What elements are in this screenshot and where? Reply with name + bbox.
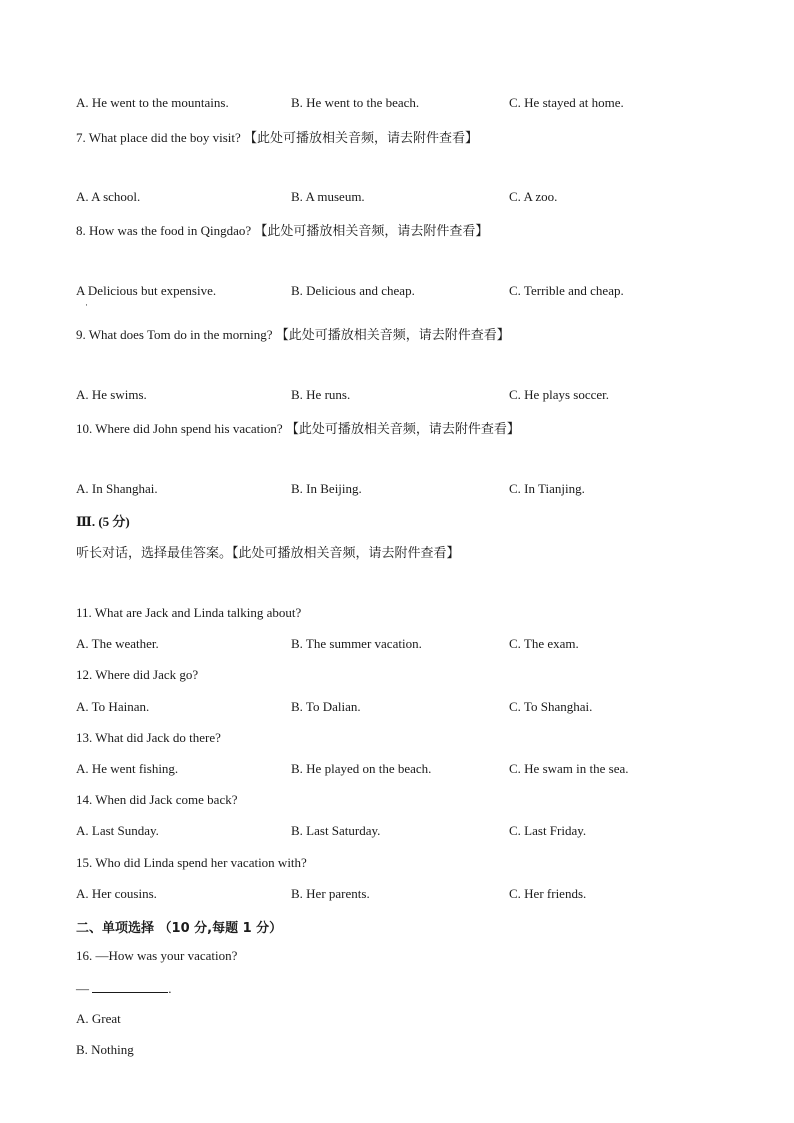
q10-question	[76, 418, 520, 437]
q11-option-b: B. The summer vacation.	[291, 636, 422, 651]
q11-option-c: C. The exam.	[509, 636, 579, 651]
q13-option-c: C. He swam in the sea.	[509, 761, 629, 776]
section-3-instruction: 听长对话，选择最佳答案。【此处可播放相关音频，请去附件查看】	[76, 546, 460, 561]
q13-option-b: B. He played on the beach.	[291, 761, 432, 776]
q10-stem: 10. Where did John spend his vacation?	[76, 421, 283, 436]
q15-option-b: B. Her parents.	[291, 886, 370, 901]
q13-stem: 13. What did Jack do there?	[76, 730, 221, 745]
q6-option-b: B. He went to the beach.	[291, 95, 420, 110]
q6-option-a: A. He went to the mountains.	[76, 95, 229, 110]
q16-answer-blank	[92, 980, 168, 993]
q14-option-c: C. Last Friday.	[509, 823, 587, 838]
q7-option-c: C. A zoo.	[509, 189, 558, 204]
q8-option-c: C. Terrible and cheap.	[509, 283, 624, 298]
q16-stem: 16. —How was your vacation?	[76, 948, 238, 963]
q10-option-c: C. In Tianjing.	[509, 481, 585, 496]
q12-stem: 12. Where did Jack go?	[76, 667, 199, 682]
q9-option-a: A. He swims.	[76, 387, 147, 402]
q7-question	[76, 127, 478, 146]
q7-audio-note: 【此处可播放相关音频，请去附件查看】	[244, 131, 479, 146]
stray-dot-mark: ·	[85, 300, 88, 310]
q9-option-b: B. He runs.	[291, 387, 351, 402]
q14-option-b: B. Last Saturday.	[291, 823, 381, 838]
q7-stem: 7. What place did the boy visit?	[76, 130, 241, 145]
q16-answer-line	[76, 980, 172, 997]
q16-option-b: B. Nothing	[76, 1042, 134, 1057]
q15-option-c: C. Her friends.	[509, 886, 587, 901]
q7-option-a: A. A school.	[76, 189, 141, 204]
q10-option-b: B. In Beijing.	[291, 481, 362, 496]
section-3-heading: Ⅲ. (5 分)	[76, 514, 130, 529]
q6-option-c: C. He stayed at home.	[509, 95, 624, 110]
q15-stem: 15. Who did Linda spend her vacation with?	[76, 855, 307, 870]
q8-audio-note: 【此处可播放相关音频，请去附件查看】	[254, 224, 489, 239]
q9-option-c: C. He plays soccer.	[509, 387, 610, 402]
q8-option-a: A Delicious but expensive.	[76, 283, 217, 298]
q7-option-b: B. A museum.	[291, 189, 365, 204]
q15-option-a: A. Her cousins.	[76, 886, 157, 901]
q9-stem: 9. What does Tom do in the morning?	[76, 327, 273, 342]
q10-option-a: A. In Shanghai.	[76, 481, 158, 496]
q16-answer-dash: —	[76, 981, 89, 996]
q12-option-b: B. To Dalian.	[291, 699, 361, 714]
q14-stem: 14. When did Jack come back?	[76, 792, 238, 807]
q11-option-a: A. The weather.	[76, 636, 159, 651]
q16-option-a: A. Great	[76, 1011, 121, 1026]
q8-question	[76, 220, 488, 239]
q8-stem: 8. How was the food in Qingdao?	[76, 223, 252, 238]
q9-question	[76, 324, 510, 343]
q12-option-c: C. To Shanghai.	[509, 699, 593, 714]
q12-option-a: A. To Hainan.	[76, 699, 150, 714]
q14-option-a: A. Last Sunday.	[76, 823, 159, 838]
q10-audio-note: 【此处可播放相关音频，请去附件查看】	[285, 422, 520, 437]
part-2-heading: 二、单项选择 （10 分,每题 1 分）	[76, 921, 283, 936]
q11-stem: 11. What are Jack and Linda talking about?	[76, 605, 302, 620]
q8-option-b: B. Delicious and cheap.	[291, 283, 415, 298]
q13-option-a: A. He went fishing.	[76, 761, 179, 776]
q16-answer-end: .	[168, 981, 172, 996]
q9-audio-note: 【此处可播放相关音频，请去附件查看】	[275, 328, 510, 343]
